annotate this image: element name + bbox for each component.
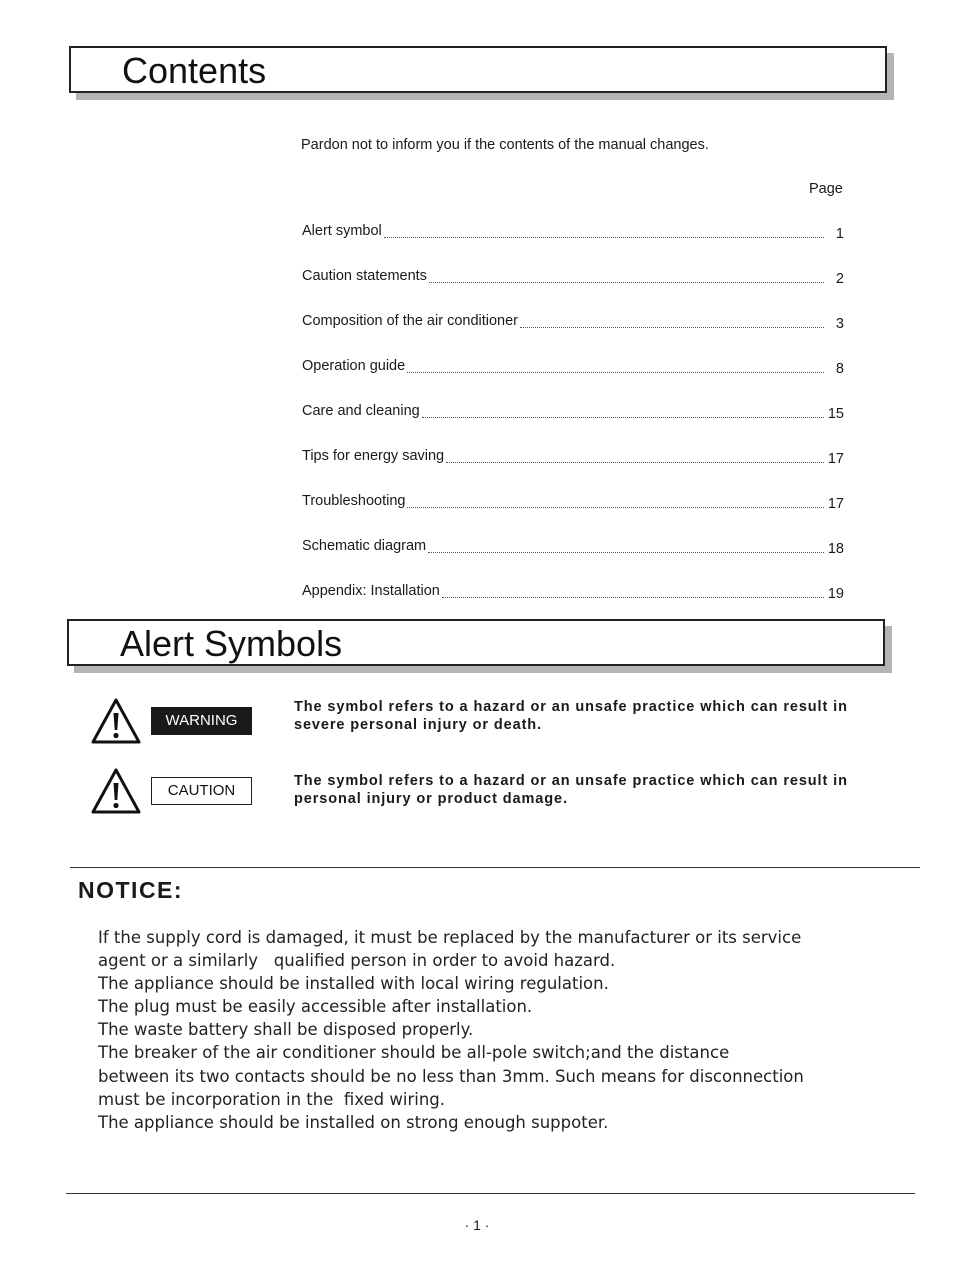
notice-line: between its two contacts should be no less than 3mm. Such means for disconnection — [98, 1066, 804, 1086]
notice-line: If the supply cord is damaged, it must be replaced by the manufacturer or its service — [98, 928, 802, 947]
caution-description-line: The symbol refers to a hazard or an unsafe practice which can result in — [294, 773, 848, 789]
alert-symbols-title: Alert Symbols — [120, 623, 343, 664]
toc-entry[interactable] — [302, 403, 844, 448]
toc-entry-page: 3 — [835, 316, 844, 332]
toc-entry[interactable] — [302, 223, 844, 268]
notice-line: agent or a similarly qualified person in order to avoid hazard. — [98, 951, 616, 971]
toc-entry-label: Alert symbol — [302, 223, 382, 239]
footer-divider — [66, 1193, 915, 1194]
warning-badge: WARNING — [151, 707, 252, 735]
toc-entry-page: 19 — [827, 586, 844, 602]
warning-triangle-icon — [91, 768, 141, 814]
toc-entry[interactable] — [302, 538, 844, 583]
notice-line: The waste battery shall be disposed properly. — [98, 1020, 474, 1040]
toc-entry-label: Schematic diagram — [302, 538, 427, 554]
toc-entry[interactable] — [302, 358, 844, 403]
notice-line: The appliance should be installed with local wiring regulation. — [98, 974, 609, 994]
toc-entry-page: 18 — [827, 541, 844, 557]
toc-entry[interactable] — [302, 448, 844, 493]
contents-header-box — [69, 46, 887, 93]
notice-text — [98, 926, 918, 1134]
notice-line: must be incorporation in the fixed wiring. — [98, 1089, 446, 1109]
caution-badge: CAUTION — [151, 777, 252, 805]
warning-description — [294, 698, 894, 734]
notice-divider — [70, 867, 920, 868]
toc-entry-label: Appendix: Installation — [302, 583, 440, 599]
warning-description-line: severe personal injury or death. — [294, 717, 542, 733]
page-column-header: Page — [809, 181, 843, 197]
dot-leader — [520, 313, 824, 328]
dot-leader — [422, 403, 824, 418]
toc-entry-page: 15 — [827, 406, 844, 422]
page-number: · 1 · — [464, 1217, 490, 1233]
toc-entry-page: 17 — [827, 496, 844, 512]
toc-entry-page: 8 — [835, 361, 844, 377]
dot-leader — [429, 268, 824, 283]
contents-title: Contents — [122, 50, 267, 91]
notice-line: The plug must be easily accessible after installation. — [98, 997, 533, 1017]
caution-description — [294, 772, 894, 808]
dot-leader — [428, 538, 824, 553]
toc-entry-label: Caution statements — [302, 268, 427, 284]
toc-entry[interactable] — [302, 268, 844, 313]
notice-line: The appliance should be installed on strong enough suppoter. — [98, 1112, 609, 1132]
toc-entry[interactable] — [302, 313, 844, 358]
dot-leader — [446, 448, 824, 463]
toc-entry-label: Operation guide — [302, 358, 406, 374]
warning-description-line: The symbol refers to a hazard or an unsafe practice which can result in — [294, 699, 848, 715]
warning-triangle-icon — [91, 698, 141, 744]
toc-entry-page: 2 — [835, 271, 844, 287]
dot-leader — [407, 493, 824, 508]
toc-entry[interactable] — [302, 493, 844, 538]
dot-leader — [442, 583, 824, 598]
dot-leader — [407, 358, 824, 373]
toc-entry-page: 1 — [835, 226, 844, 242]
table-of-contents — [302, 223, 844, 628]
alert-symbols-header-box — [67, 619, 885, 666]
dot-leader — [384, 223, 824, 238]
notice-title: NOTICE: — [78, 877, 184, 903]
caution-description-line: personal injury or product damage. — [294, 791, 568, 807]
notice-line: The breaker of the air conditioner should be all-pole switch;and the distance — [98, 1043, 730, 1063]
toc-entry-label: Care and cleaning — [302, 403, 420, 419]
contents-intro: Pardon not to inform you if the contents of the manual changes. — [301, 137, 709, 153]
toc-entry-label: Tips for energy saving — [302, 448, 445, 464]
toc-entry-label: Troubleshooting — [302, 493, 406, 509]
toc-entry-page: 17 — [827, 451, 844, 467]
toc-entry-label: Composition of the air conditioner — [302, 313, 519, 329]
